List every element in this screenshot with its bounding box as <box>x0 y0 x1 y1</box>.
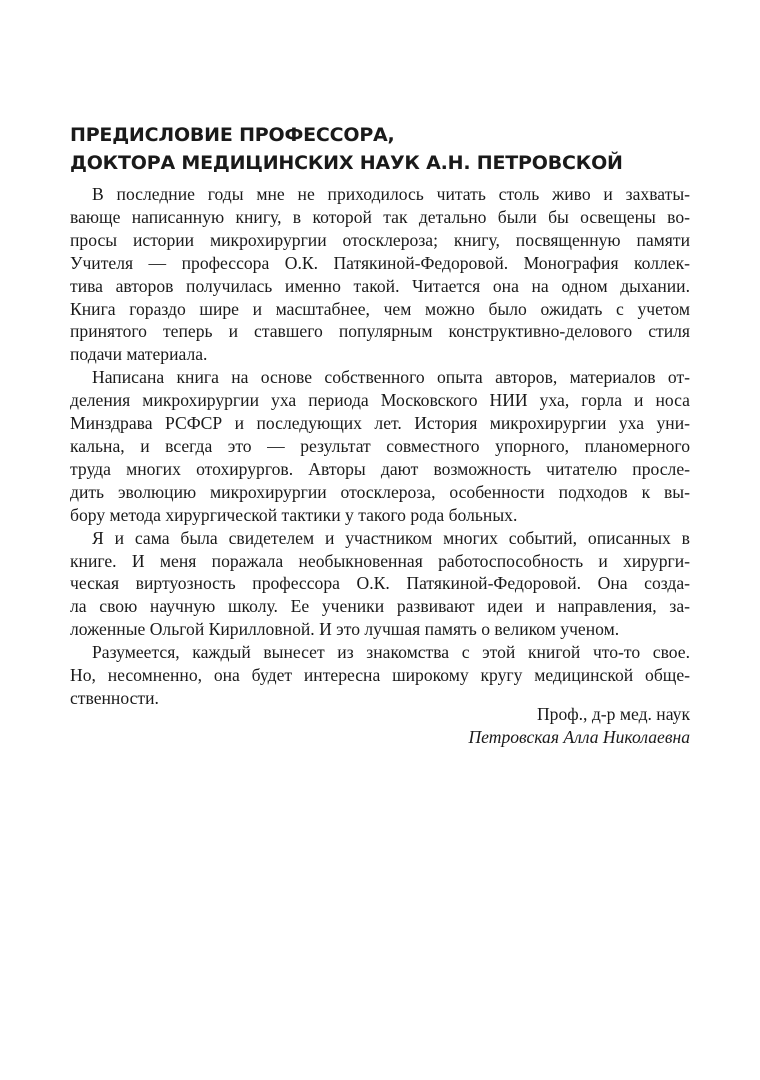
paragraph-line: деления микрохирургии уха периода Московского НИИ уха, горла и носа <box>70 390 690 411</box>
paragraph-line: ческая виртуозность профессора О.К. Патякиной-Федоровой. Она созда- <box>70 573 690 594</box>
preface-body <box>70 183 690 710</box>
signature-name: Петровская Алла Николаевна <box>468 727 690 747</box>
paragraph-line: Я и сама была свидетелем и участником многих событий, описанных в <box>92 527 690 548</box>
paragraph-line: Учителя — профессора О.К. Патякиной-Федоровой. Монография коллек- <box>70 252 690 273</box>
paragraph-line: книге. И меня поражала необыкновенная работоспособность и хирурги- <box>70 550 690 571</box>
paragraph-line: дить эволюцию микрохирургии отосклероза, особенности подходов к вы- <box>70 481 690 502</box>
paragraph-line: ложенные Ольгой Кирилловной. И это лучшая память о великом ученом. <box>70 619 620 640</box>
signature-title: Проф., д-р мед. наук <box>536 704 690 724</box>
paragraph-line: просы истории микрохирургии отосклероза; книгу, посвященную памяти <box>70 229 690 250</box>
paragraph-3 <box>70 527 690 642</box>
paragraph-line: Но, несомненно, она будет интересна широкому кругу медицинской обще- <box>70 665 690 686</box>
paragraph-line: бору метода хирургической тактики у такого рода больных. <box>70 504 518 525</box>
paragraph-line: принятого теперь и ставшего популярным конструктивно-делового стиля <box>70 321 690 342</box>
paragraph-line: Минздрава РСФСР и последующих лет. История микрохирургии уха уни- <box>70 413 690 434</box>
paragraph-line: Написана книга на основе собственного опыта авторов, материалов от- <box>92 367 690 388</box>
paragraph-line: кальна, и всегда это — результат совместного упорного, планомерного <box>70 435 690 456</box>
paragraph-line: Книга гораздо шире и масштабнее, чем можно было ожидать с учетом <box>70 298 690 319</box>
paragraph-4 <box>70 641 690 710</box>
paragraph-line: вающе написанную книгу, в которой так детально были бы освещены во- <box>70 206 690 227</box>
paragraph-2 <box>70 366 690 526</box>
paragraph-1 <box>70 183 690 366</box>
title-line-1: ПРЕДИСЛОВИЕ ПРОФЕССОРА, <box>70 124 395 146</box>
paragraph-line: Разумеется, каждый вынесет из знакомства с этой книгой что-то свое. <box>92 642 690 663</box>
paragraph-line: подачи материала. <box>70 344 208 365</box>
paragraph-line: ственности. <box>70 687 159 708</box>
title-line-2: ДОКТОРА МЕДИЦИНСКИХ НАУК А.Н. ПЕТРОВСКОЙ <box>70 152 623 174</box>
paragraph-line: труда многих отохирургов. Авторы дают возможность читателю просле- <box>70 458 690 479</box>
paragraph-line: В последние годы мне не приходилось читать столь живо и захваты- <box>92 184 690 204</box>
paragraph-line: тива авторов получилась именно такой. Читается она на одном дыхании. <box>70 275 690 296</box>
paragraph-line: ла свою научную школу. Ее ученики развивают идеи и направления, за- <box>70 596 690 617</box>
page-title <box>70 121 710 177</box>
signature-block <box>290 703 690 749</box>
